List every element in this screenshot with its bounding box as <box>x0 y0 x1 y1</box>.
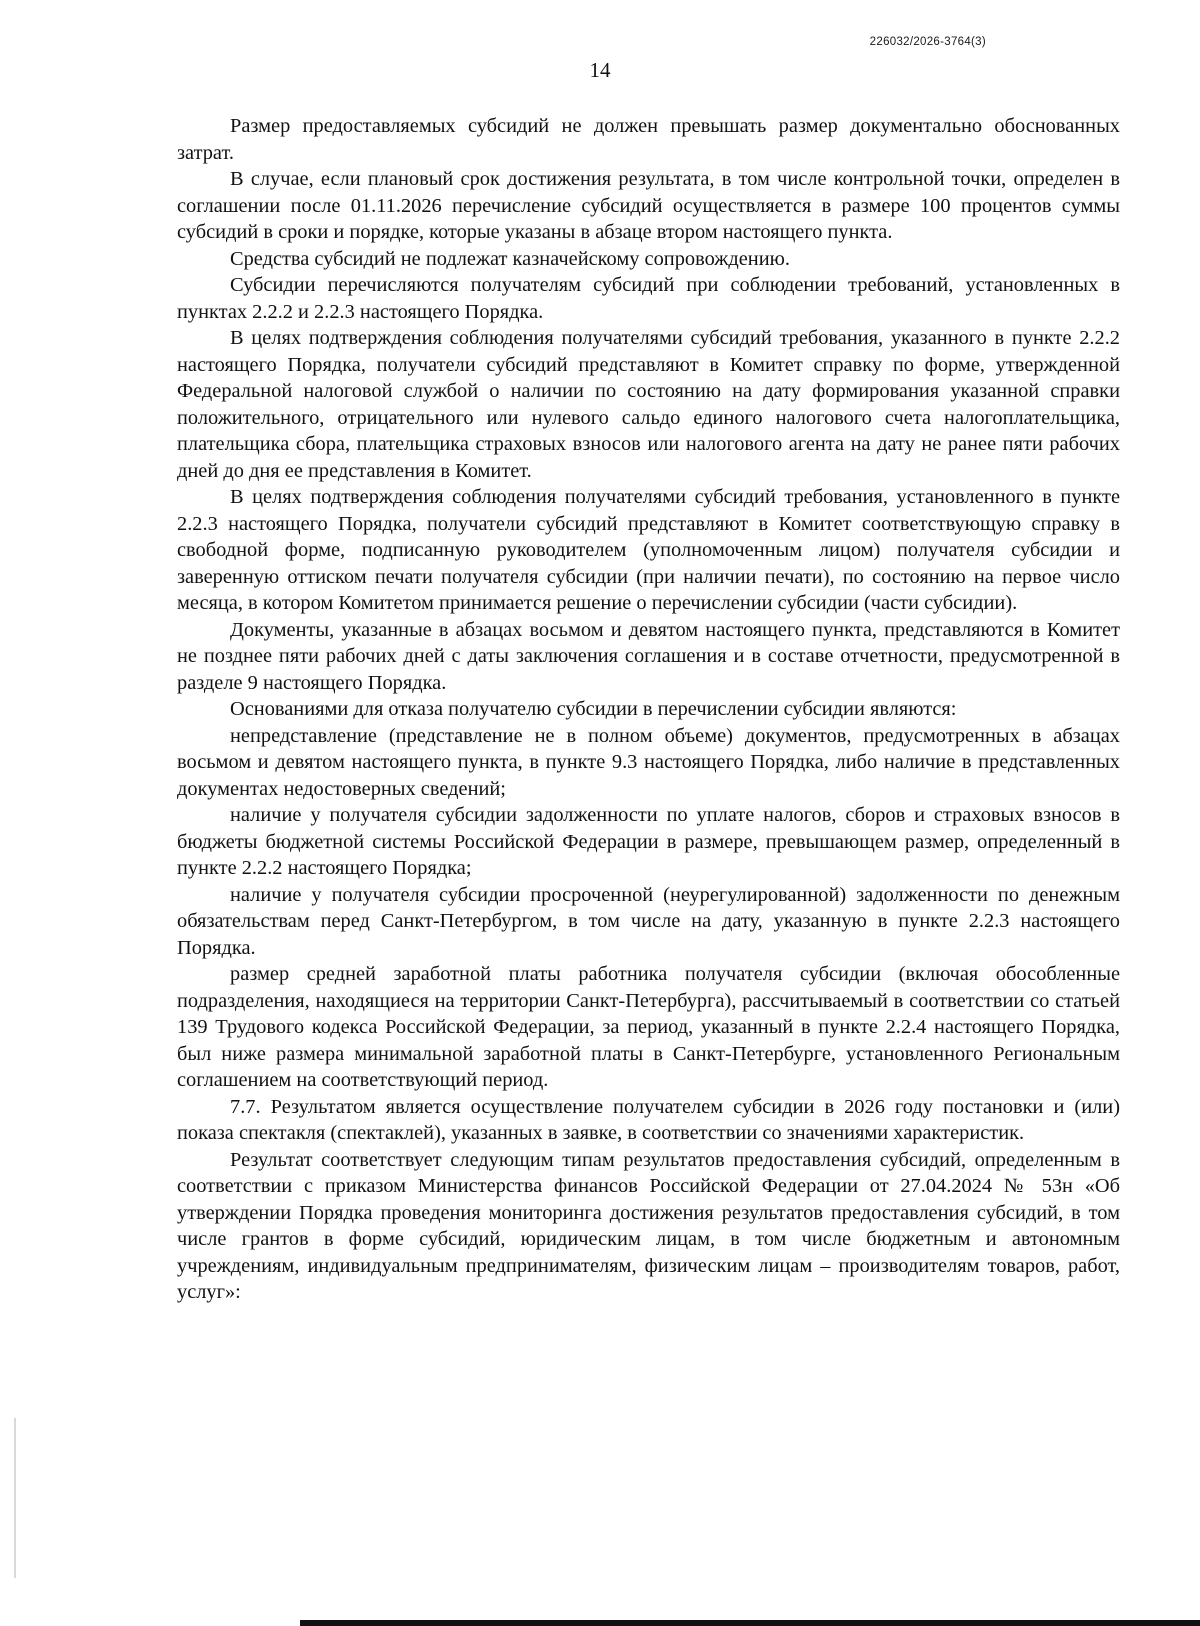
document-registration-number: 226032/2026-3764(3) <box>869 36 986 48</box>
paragraph-tax-certificate: В целях подтверждения соблюдения получателями субсидий требования, указанного в пункте 2.2.2 настоящего Порядка, получатели субсидий представляют в Комитет справку по форме, утвержденной Федеральной налоговой службой о наличии по состоянию на дату формирования указанной справки положительного, отрицательного или нулевого сальдо единого налогового счета налогоплательщика, плательщика сбора, плательщика страховых взносов или налогового агента на дату не ранее пяти рабочих дней до дня ее представления в Комитет. <box>177 327 1120 482</box>
page-number: 14 <box>589 58 611 82</box>
paragraph-subsidy-size: Размер предоставляемых субсидий не должен превышать размер документально обоснованных затрат. <box>177 115 1120 164</box>
paragraph-document-submission: Документы, указанные в абзацах восьмом и девятом настоящего пункта, представляются в Комитет не позднее пяти рабочих дней с даты заключения соглашения и в составе отчетности, предусмотренной в разделе 9 настоящего Порядка. <box>177 618 1120 694</box>
paragraph-section-7-7-result: 7.7. Результатом является осуществление получателем субсидии в 2026 году постановки и (или) показа спектакля (спектаклей), указанных в заявке, в соответствии со значениями характеристик. <box>177 1095 1120 1144</box>
paragraph-transfer-conditions: Субсидии перечисляются получателям субсидий при соблюдении требований, установленных в пунктах 2.2.2 и 2.2.3 настоящего Порядка. <box>177 274 1120 323</box>
scan-edge-mark <box>14 1418 16 1578</box>
paragraph-refusal-item-salary: размер средней заработной платы работника получателя субсидии (включая обособленные подразделения, находящиеся на территории Санкт-Петербурга), рассчитываемый в соответствии со статьей 139 Трудового кодекса Российской Федерации, за период, указанный в пункте 2.2.4 настоящего Порядка, был ниже размера минимальной заработной платы в Санкт-Петербурге, установленного Региональным соглашением на соответствующий период. <box>177 963 1120 1091</box>
scan-bottom-border <box>300 1620 1200 1626</box>
paragraph-refusal-item-overdue-debt: наличие у получателя субсидии просроченной (неурегулированной) задолженности по денежным обязательствам перед Санкт-Петербургом, в том числе на дату, указанную в пункте 2.2.3 настоящего Порядка. <box>177 883 1120 959</box>
paragraph-refusal-item-documents: непредставление (представление не в полном объеме) документов, предусмотренных в абзацах восьмом и девятом настоящего пункта, в пункте 9.3 настоящего Порядка, либо наличие в представленных документах недостоверных сведений; <box>177 724 1120 800</box>
paragraph-result-types: Результат соответствует следующим типам результатов предоставления субсидий, определенным в соответствии с приказом Министерства финансов Российской Федерации от 27.04.2024 № 53н «Об утверждении Порядка проведения мониторинга достижения результатов предоставления субсидий, в том числе грантов в форме субсидий, юридическим лицам, в том числе бюджетным и автономным учреждениям, индивидуальным предпринимателям, физическим лицам – производителям товаров, работ, услуг»: <box>177 1148 1120 1303</box>
paragraph-refusal-item-tax-debt: наличие у получателя субсидии задолженности по уплате налогов, сборов и страховых взносов в бюджеты бюджетной системы Российской Федерации в размере, превышающем размер, определенный в пункте 2.2.2 настоящего Порядка; <box>177 804 1120 879</box>
document-body <box>177 113 1120 1306</box>
paragraph-treasury-support: Средства субсидий не подлежат казначейскому сопровождению. <box>230 247 790 270</box>
paragraph-free-form-certificate: В целях подтверждения соблюдения получателями субсидий требования, установленного в пункте 2.2.3 настоящего Порядка, получатели субсидий представляют в Комитет соответствующую справку в свободной форме, подписанную руководителем (уполномоченным лицом) получателя субсидии и заверенную оттиском печати получателя субсидии (при наличии печати), по состоянию на первое число месяца, в котором Комитетом принимается решение о перечислении субсидии (части субсидии). <box>177 486 1120 614</box>
paragraph-deadline-case: В случае, если плановый срок достижения результата, в том числе контрольной точки, определен в соглашении после 01.11.2026 перечисление субсидий осуществляется в размере 100 процентов суммы субсидий в сроки и порядке, которые указаны в абзаце втором настоящего пункта. <box>177 168 1120 243</box>
paragraph-refusal-grounds: Основаниями для отказа получателю субсидии в перечислении субсидии являются: <box>230 698 957 720</box>
